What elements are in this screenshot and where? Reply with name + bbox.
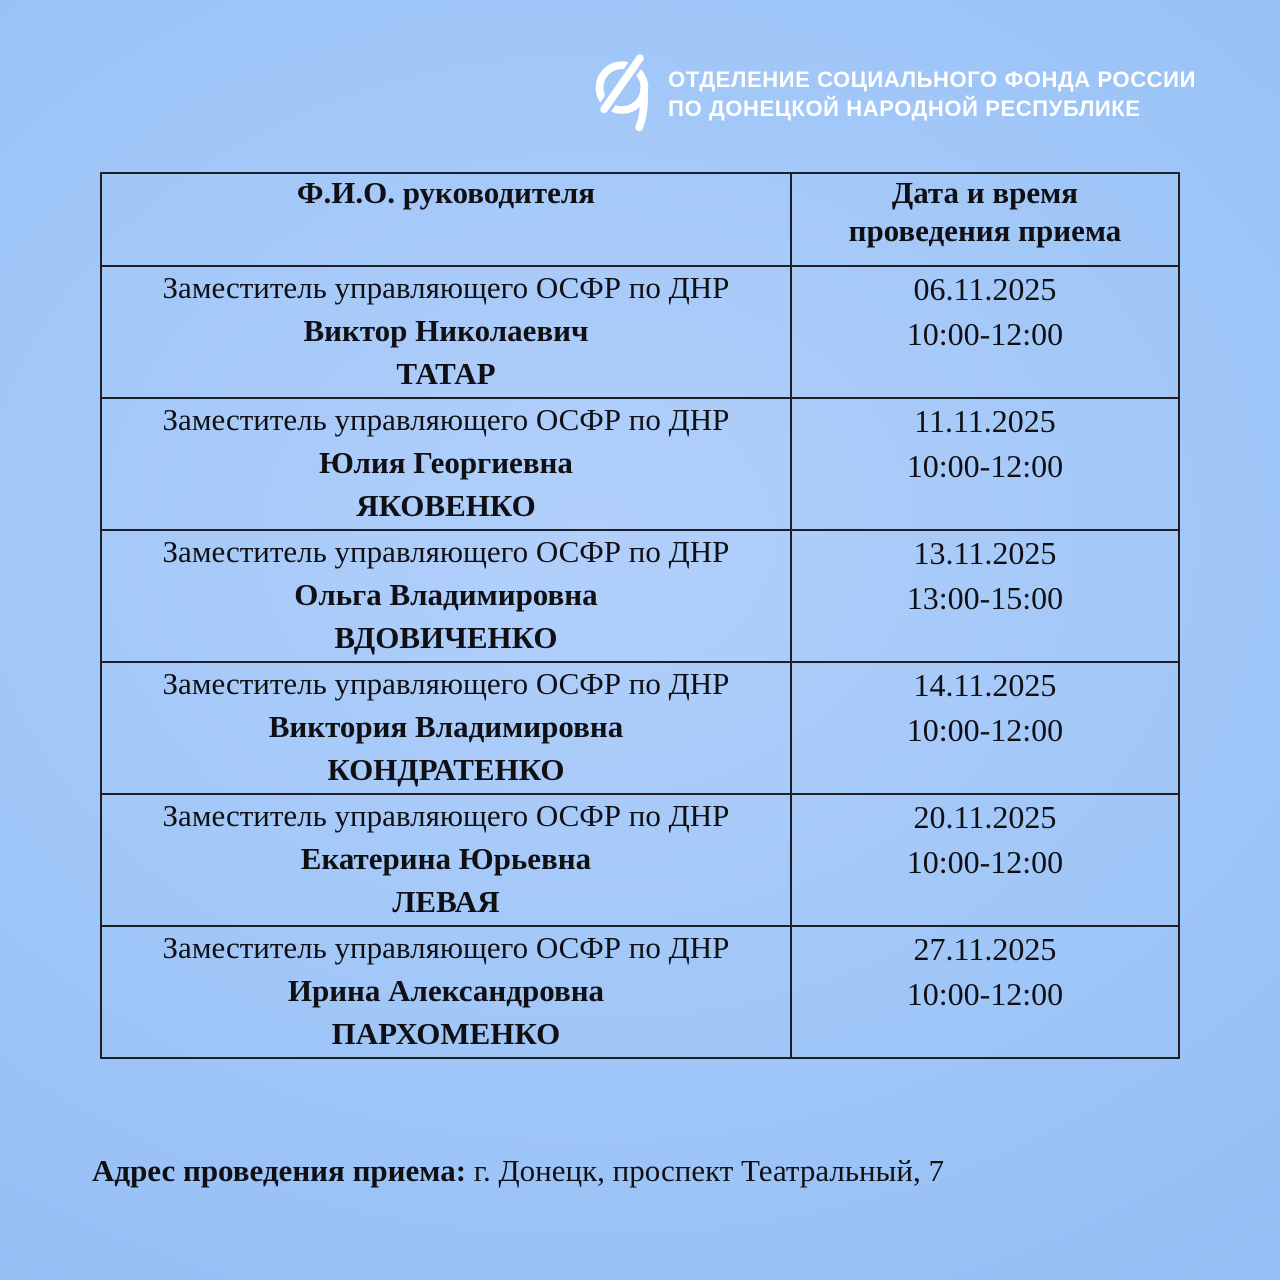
official-cell — [101, 926, 791, 1058]
official-surname: ПАРХОМЕНКО — [331, 1016, 561, 1051]
official-surname: ТАТАР — [396, 356, 496, 391]
official-surname: ЛЕВАЯ — [392, 884, 500, 919]
sfr-brand-block — [590, 54, 1196, 134]
reception-time: 10:00-12:00 — [906, 844, 1064, 880]
official-cell — [101, 662, 791, 794]
logo-text — [668, 65, 1196, 123]
datetime-cell — [791, 926, 1179, 1058]
reception-time: 13:00-15:00 — [906, 580, 1064, 616]
reception-address — [92, 1150, 1220, 1192]
official-name: Екатерина Юрьевна — [300, 841, 592, 876]
official-cell — [101, 530, 791, 662]
table-row — [101, 926, 1179, 1058]
datetime-cell — [791, 266, 1179, 398]
table-row — [101, 794, 1179, 926]
official-name: Ольга Владимировна — [294, 577, 598, 612]
datetime-cell — [791, 530, 1179, 662]
official-cell — [101, 266, 791, 398]
official-position: Заместитель управляющего ОСФР по ДНР — [162, 666, 730, 701]
reception-schedule-table — [100, 172, 1180, 1059]
official-name: Ирина Александровна — [287, 973, 605, 1008]
logo-text-line1: ОТДЕЛЕНИЕ СОЦИАЛЬНОГО ФОНДА РОССИИ — [668, 67, 1196, 92]
reception-date: 13.11.2025 — [913, 535, 1057, 571]
column-header-datetime-line1: Дата и время — [891, 175, 1079, 210]
reception-time: 10:00-12:00 — [906, 976, 1064, 1012]
official-position: Заместитель управляющего ОСФР по ДНР — [162, 930, 730, 965]
table-row — [101, 398, 1179, 530]
column-header-fio: Ф.И.О. руководителя — [101, 173, 791, 266]
reception-date: 20.11.2025 — [913, 799, 1057, 835]
sfr-circle-monogram-icon — [590, 54, 654, 134]
reception-date: 27.11.2025 — [913, 931, 1057, 967]
reception-date: 14.11.2025 — [913, 667, 1057, 703]
table-header-row — [101, 173, 1179, 266]
official-position: Заместитель управляющего ОСФР по ДНР — [162, 402, 730, 437]
official-position: Заместитель управляющего ОСФР по ДНР — [162, 534, 730, 569]
datetime-cell — [791, 398, 1179, 530]
column-header-datetime-line2: проведения приема — [848, 213, 1122, 248]
official-cell — [101, 398, 791, 530]
official-surname: КОНДРАТЕНКО — [327, 752, 565, 787]
reception-date: 11.11.2025 — [914, 403, 1056, 439]
column-header-datetime — [791, 173, 1179, 266]
official-name: Виктория Владимировна — [268, 709, 624, 744]
official-surname: ВДОВИЧЕНКО — [334, 620, 558, 655]
reception-date: 06.11.2025 — [913, 271, 1057, 307]
table-row — [101, 530, 1179, 662]
official-surname: ЯКОВЕНКО — [356, 488, 536, 523]
datetime-cell — [791, 662, 1179, 794]
table-row — [101, 266, 1179, 398]
reception-time: 10:00-12:00 — [906, 448, 1064, 484]
logo-text-line2: ПО ДОНЕЦКОЙ НАРОДНОЙ РЕСПУБЛИКЕ — [668, 96, 1141, 121]
official-cell — [101, 794, 791, 926]
datetime-cell — [791, 794, 1179, 926]
reception-address-value: г. Донецк, проспект Театральный, 7 — [466, 1153, 944, 1188]
official-name: Юлия Георгиевна — [318, 445, 573, 480]
official-position: Заместитель управляющего ОСФР по ДНР — [162, 270, 730, 305]
reception-time: 10:00-12:00 — [906, 712, 1064, 748]
reception-time: 10:00-12:00 — [906, 316, 1064, 352]
reception-address-label: Адрес проведения приема: — [92, 1153, 467, 1188]
official-position: Заместитель управляющего ОСФР по ДНР — [162, 798, 730, 833]
table-row — [101, 662, 1179, 794]
official-name: Виктор Николаевич — [303, 313, 589, 348]
